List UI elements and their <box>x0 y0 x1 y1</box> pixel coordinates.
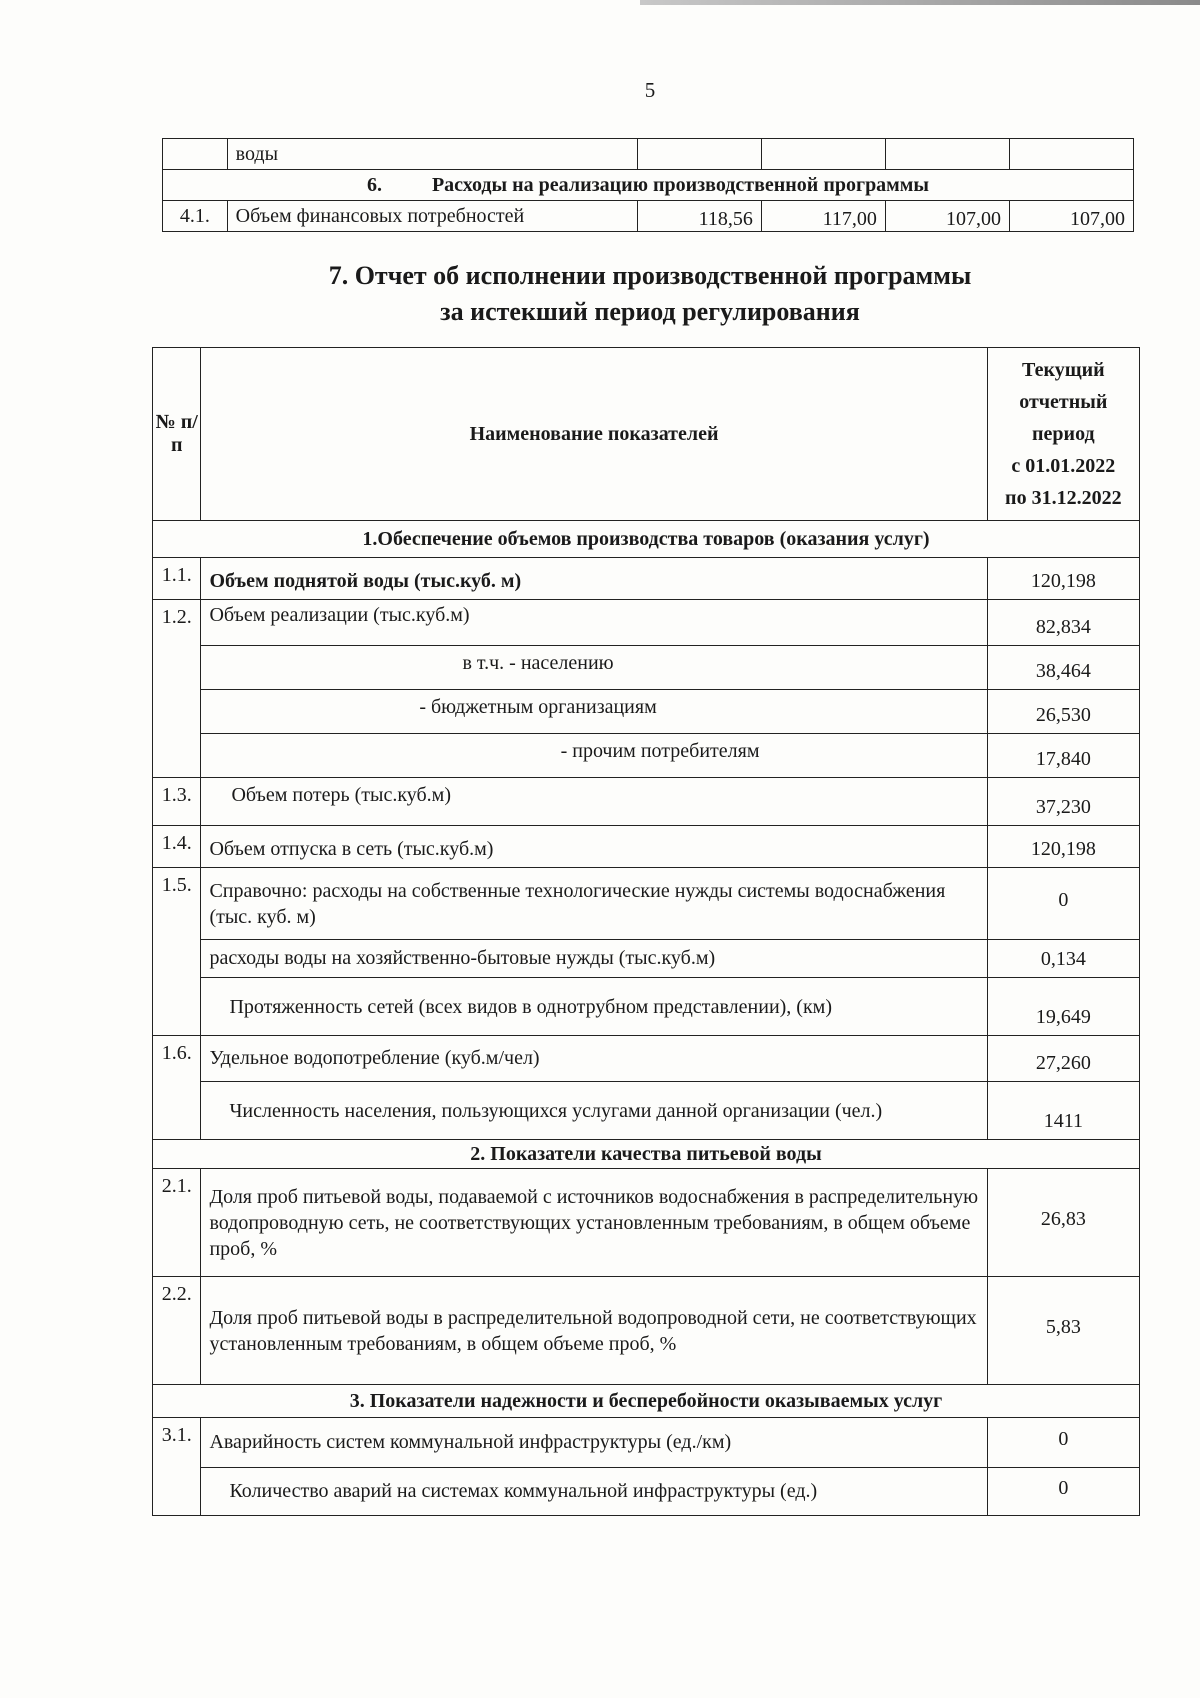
section-row <box>163 170 1134 201</box>
header-row <box>153 348 1140 521</box>
value-cell: 117,00 <box>761 201 885 232</box>
table-row <box>153 978 1140 1036</box>
row-name: Протяженность сетей (всех видов в однотрубном представлении), (км) <box>201 978 987 1036</box>
value-cell: 26,83 <box>987 1169 1139 1277</box>
value-cell: 120,198 <box>987 826 1139 868</box>
value-cell: 1411 <box>987 1082 1139 1140</box>
table-row <box>153 1169 1140 1277</box>
row-name: в т.ч. - населению <box>201 646 987 690</box>
row-number: 1.3. <box>153 778 201 826</box>
row-name: Доля проб питьевой воды в распределительной водопроводной сети, не соответствующих установленным требованиям, в общем объеме проб, % <box>201 1277 987 1385</box>
value-cell: 120,198 <box>987 558 1139 600</box>
row-number: 3.1. <box>153 1418 201 1516</box>
row-name: Количество аварий на системах коммунальной инфраструктуры (ед.) <box>201 1468 987 1516</box>
header-name: Наименование показателей <box>201 348 987 521</box>
table-row <box>153 868 1140 940</box>
table-row <box>153 734 1140 778</box>
row-number: 4.1. <box>163 201 228 232</box>
row-name: - бюджетным организациям <box>201 690 987 734</box>
table-row <box>153 646 1140 690</box>
row-name: - прочим потребителям <box>201 734 987 778</box>
value-cell: 0,134 <box>987 940 1139 978</box>
table-row <box>163 201 1134 232</box>
header-period: Текущий отчетный период с 01.01.2022 по 31.12.2022 <box>987 348 1139 521</box>
table-row <box>153 1468 1140 1516</box>
table-row <box>153 1036 1140 1082</box>
row-name: воды <box>227 139 637 170</box>
row-name: Справочно: расходы на собственные технологические нужды системы водоснабжения (тыс. куб. м) <box>201 868 987 940</box>
table-row <box>153 600 1140 646</box>
row-number: 1.1. <box>153 558 201 600</box>
row-number: 1.5. <box>153 868 201 1036</box>
section-2-title: 2. Показатели качества питьевой воды <box>153 1140 1140 1169</box>
row-number: 2.1. <box>153 1169 201 1277</box>
page-number: 5 <box>644 78 656 102</box>
report-table <box>152 347 1140 1516</box>
table-row <box>153 1082 1140 1140</box>
table-row <box>153 940 1140 978</box>
row-name: Численность населения, пользующихся услугами данной организации (чел.) <box>201 1082 987 1140</box>
value-cell: 38,464 <box>987 646 1139 690</box>
value-cell: 0 <box>987 868 1139 940</box>
row-number: 1.6. <box>153 1036 201 1140</box>
row-name: Объем потерь (тыс.куб.м) <box>201 778 987 826</box>
value-cell: 37,230 <box>987 778 1139 826</box>
row-name: Объем отпуска в сеть (тыс.куб.м) <box>201 826 987 868</box>
section-row <box>153 1140 1140 1169</box>
value-cell: 0 <box>987 1468 1139 1516</box>
table-row <box>153 690 1140 734</box>
row-name: Доля проб питьевой воды, подаваемой с источников водоснабжения в распределительную водопроводную сеть, не соответствующих установленным требованиям, в общем объеме проб, % <box>201 1169 987 1277</box>
row-name: расходы воды на хозяйственно-бытовые нужды (тыс.куб.м) <box>201 940 987 978</box>
section-row <box>153 1385 1140 1418</box>
table-row <box>153 778 1140 826</box>
value-cell: 27,260 <box>987 1036 1139 1082</box>
row-name: Объем финансовых потребностей <box>227 201 637 232</box>
row-name: Объем реализации (тыс.куб.м) <box>201 600 987 646</box>
section-6-title: 6. Расходы на реализацию производственной программы <box>163 170 1134 201</box>
table-row <box>153 826 1140 868</box>
row-name: Удельное водопотребление (куб.м/чел) <box>201 1036 987 1082</box>
row-name: Объем поднятой воды (тыс.куб. м) <box>201 558 987 600</box>
value-cell: 5,83 <box>987 1277 1139 1385</box>
row-name: Аварийность систем коммунальной инфраструктуры (ед./км) <box>201 1418 987 1468</box>
value-cell: 26,530 <box>987 690 1139 734</box>
value-cell: 0 <box>987 1418 1139 1468</box>
table-row <box>153 558 1140 600</box>
scan-edge-line <box>640 0 1200 5</box>
value-cell: 107,00 <box>885 201 1009 232</box>
row-number: 1.2. <box>153 600 201 778</box>
section-1-title: 1.Обеспечение объемов производства товаров (оказания услуг) <box>153 521 1140 558</box>
value-cell: 107,00 <box>1009 201 1133 232</box>
value-cell: 17,840 <box>987 734 1139 778</box>
continuation-table <box>162 138 1134 232</box>
table-row <box>153 1418 1140 1468</box>
value-cell: 82,834 <box>987 600 1139 646</box>
section-row <box>153 521 1140 558</box>
value-cell: 118,56 <box>637 201 761 232</box>
row-number: 1.4. <box>153 826 201 868</box>
header-num: № п/п <box>153 348 201 521</box>
table-row <box>153 1277 1140 1385</box>
value-cell: 19,649 <box>987 978 1139 1036</box>
row-number: 2.2. <box>153 1277 201 1385</box>
table-row <box>163 139 1134 170</box>
section-3-title: 3. Показатели надежности и бесперебойности оказываемых услуг <box>153 1385 1140 1418</box>
report-title: 7. Отчет об исполнении производственной программы за истекший период регулирования <box>328 261 972 326</box>
